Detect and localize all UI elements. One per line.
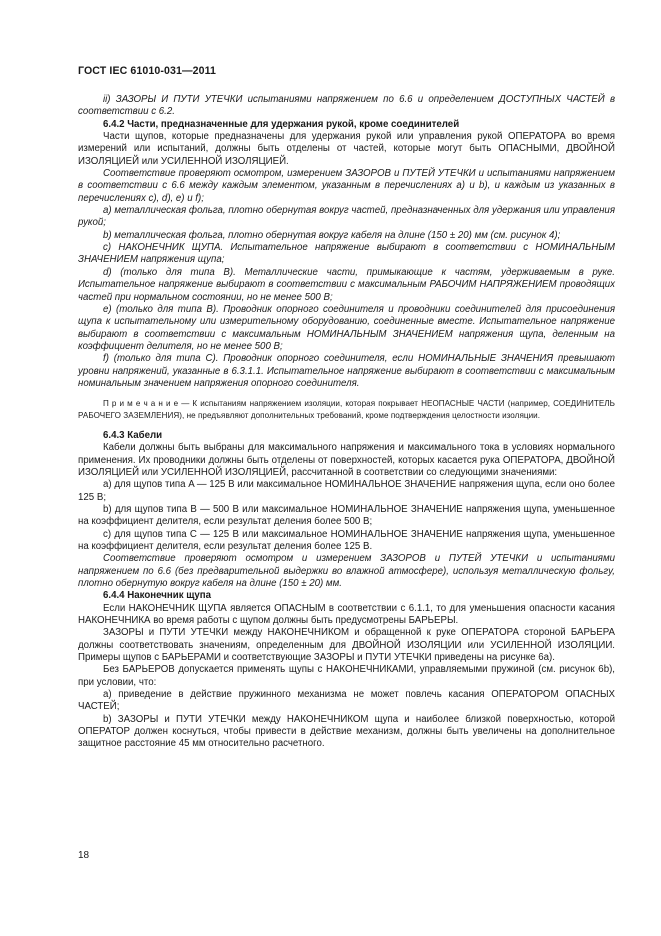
body-paragraph: Части щупов, которые предназначены для удержания рукой или управления рукой ОПЕРАТОРА во время измерений или испытаний, должны быть отделены от частей, которые могут быть ОПАСНЫМИ, ДВОЙНОЙ ИЗОЛЯЦИЕЙ или УСИЛЕННОЙ ИЗОЛЯЦИЕЙ. [78,131,615,167]
section-heading: 6.4.2 Части, предназначенные для удержания рукой, кроме соединителей [103,118,460,130]
italic-paragraph: b) металлическая фольга, плотно обернутая вокруг кабеля на длине (150 ± 20) мм (см. рисунок 4); [103,229,561,241]
body-paragraph: a) для щупов типа A — 125 В или максимальное НОМИНАЛЬНОЕ ЗНАЧЕНИЕ напряжения щупа, если оно более 125 В; [78,479,615,503]
body-paragraph: Без БАРЬЕРОВ допускается применять щупы с НАКОНЕЧНИКАМИ, управляемыми пружиной (см. рисунок 6b), при условии, что: [78,664,615,688]
body-paragraph: b) ЗАЗОРЫ и ПУТИ УТЕЧКИ между НАКОНЕЧНИКОМ щупа и наиболее близкой поверхностью, которой ОПЕРАТОР должен коснуться, чтобы привести в действие механизм, должны быть увеличены на дополнительное защитное расстояние 45 мм относительно расчетного. [78,713,615,750]
body-paragraph: b) для щупов типа B — 500 В или максимальное НОМИНАЛЬНОЕ ЗНАЧЕНИЕ напряжения щупа, уменьшенное на коэффициент делителя, если результат деления более 500 В; [78,503,615,528]
body-paragraph: Кабели должны быть выбраны для максимального напряжения и максимального тока в условиях нормального применения. Их проводники должны быть отделены от поверхностей, которых касается рука ОПЕРАТОРА, ДВОЙНОЙ ИЗОЛЯЦИЕЙ или УСИЛЕННОЙ ИЗОЛЯЦИЕЙ, рассчитанной в соответствии со следующими значениями: [78,442,615,478]
page-number: 18 [78,850,90,861]
italic-paragraph: Соответствие проверяют осмотром, измерением ЗАЗОРОВ и ПУТЕЙ УТЕЧКИ и испытаниями напряжением в соответствии с 6.6 между каждым элементом, указанным в перечислениях a) и b), и каждым из указанных в перечислениях c), d), e) и f); [78,168,615,204]
italic-paragraph: e) (только для типа B). Проводник опорного соединителя и проводники соединителей для присоединения щупа к испытательному или измерительному оборудованию, соединенные вместе. Испытательное напряжение выбирают в соответствии с максимальным НОМИНАЛЬНЫМ ЗНАЧЕНИЕМ напряжения щупа, деленным на коэффициент делителя, но не менее 500 В; [78,303,615,352]
body-paragraph: ЗАЗОРЫ и ПУТИ УТЕЧКИ между НАКОНЕЧНИКОМ и обращенной к руке ОПЕРАТОРА стороной БАРЬЕРА должны соответствовать значениям, определенным для ДВОЙНОЙ ИЗОЛЯЦИИ или УСИЛЕННОЙ ИЗОЛЯЦИИ. Примеры щупов с БАРЬЕРАМИ и соответствующие ЗАЗОРЫ и ПУТИ УТЕЧКИ приведены на рисунке 6а). [78,627,615,664]
section-heading: 6.4.4 Наконечник щупа [103,590,212,602]
italic-paragraph: f) (только для типа C). Проводник опорного соединителя, если НОМИНАЛЬНЫЕ ЗНАЧЕНИЯ превышают уровни напряжений, указанные в 6.3.1.1. Испытательное напряжение выбирают в соответствии с максимальным номинальным значением напряжения опорного соединителя. [78,353,615,389]
italic-paragraph: c) НАКОНЕЧНИК ЩУПА. Испытательное напряжение выбирают в соответствии с НОМИНАЛЬНЫМ ЗНАЧЕНИЕМ напряжения щупа; [78,242,615,266]
body-paragraph: Если НАКОНЕЧНИК ЩУПА является ОПАСНЫМ в соответствии с 6.1.1, то для уменьшения опасности касания НАКОНЕЧНИКА во время работы с щупом должны быть предусмотрены БАРЬЕРЫ. [78,602,615,626]
note-paragraph: П р и м е ч а н и е — К испытаниям напряжением изоляции, которая покрывает НЕОПАСНЫЕ ЧАСТИ (например, СОЕДИНИТЕЛЬ РАБОЧЕГО ЗАЗЕМЛЕНИЯ), не предъявляют дополнительных требований, кроме подтверждения целостности изоляции. [78,399,615,420]
italic-paragraph: ii) ЗАЗОРЫ И ПУТИ УТЕЧКИ испытаниями напряжением по 6.6 и определением ДОСТУПНЫХ ЧАСТЕЙ в соответствии с 6.2. [78,94,615,118]
section-heading: 6.4.3 Кабели [103,429,163,441]
body-paragraph: c) для щупов типа C — 125 В или максимальное НОМИНАЛЬНОЕ ЗНАЧЕНИЕ напряжения щупа, уменьшенное на коэффициент делителя, если результат деления более 125 В. [78,528,615,552]
italic-paragraph: Соответствие проверяют осмотром и измерением ЗАЗОРОВ и ПУТЕЙ УТЕЧКИ и испытаниями напряжением по 6.6 (без предварительной выдержки во влажной атмосфере), используя металлическую фольгу, плотно обернутую вокруг кабеля на длине (150 ± 20) мм. [78,553,615,589]
standard-header: ГОСТ IEC 61010-031—2011 [78,65,217,77]
italic-paragraph: d) (только для типа B). Металлические части, примыкающие к частям, удерживаемым в руке. Испытательное напряжение выбирают в соответствии с максимальным РАБОЧИМ НАПРЯЖЕНИЕМ проводящих частей при нормальном состоянии, но не менее 500 В; [78,266,615,303]
body-paragraph: a) приведение в действие пружинного механизма не может повлечь касания ОПЕРАТОРОМ ОПАСНЫХ ЧАСТЕЙ; [78,689,615,713]
italic-paragraph: a) металлическая фольга, плотно обернутая вокруг частей, предназначенных для удержания или управления рукой; [78,205,615,229]
document-body [78,94,615,751]
